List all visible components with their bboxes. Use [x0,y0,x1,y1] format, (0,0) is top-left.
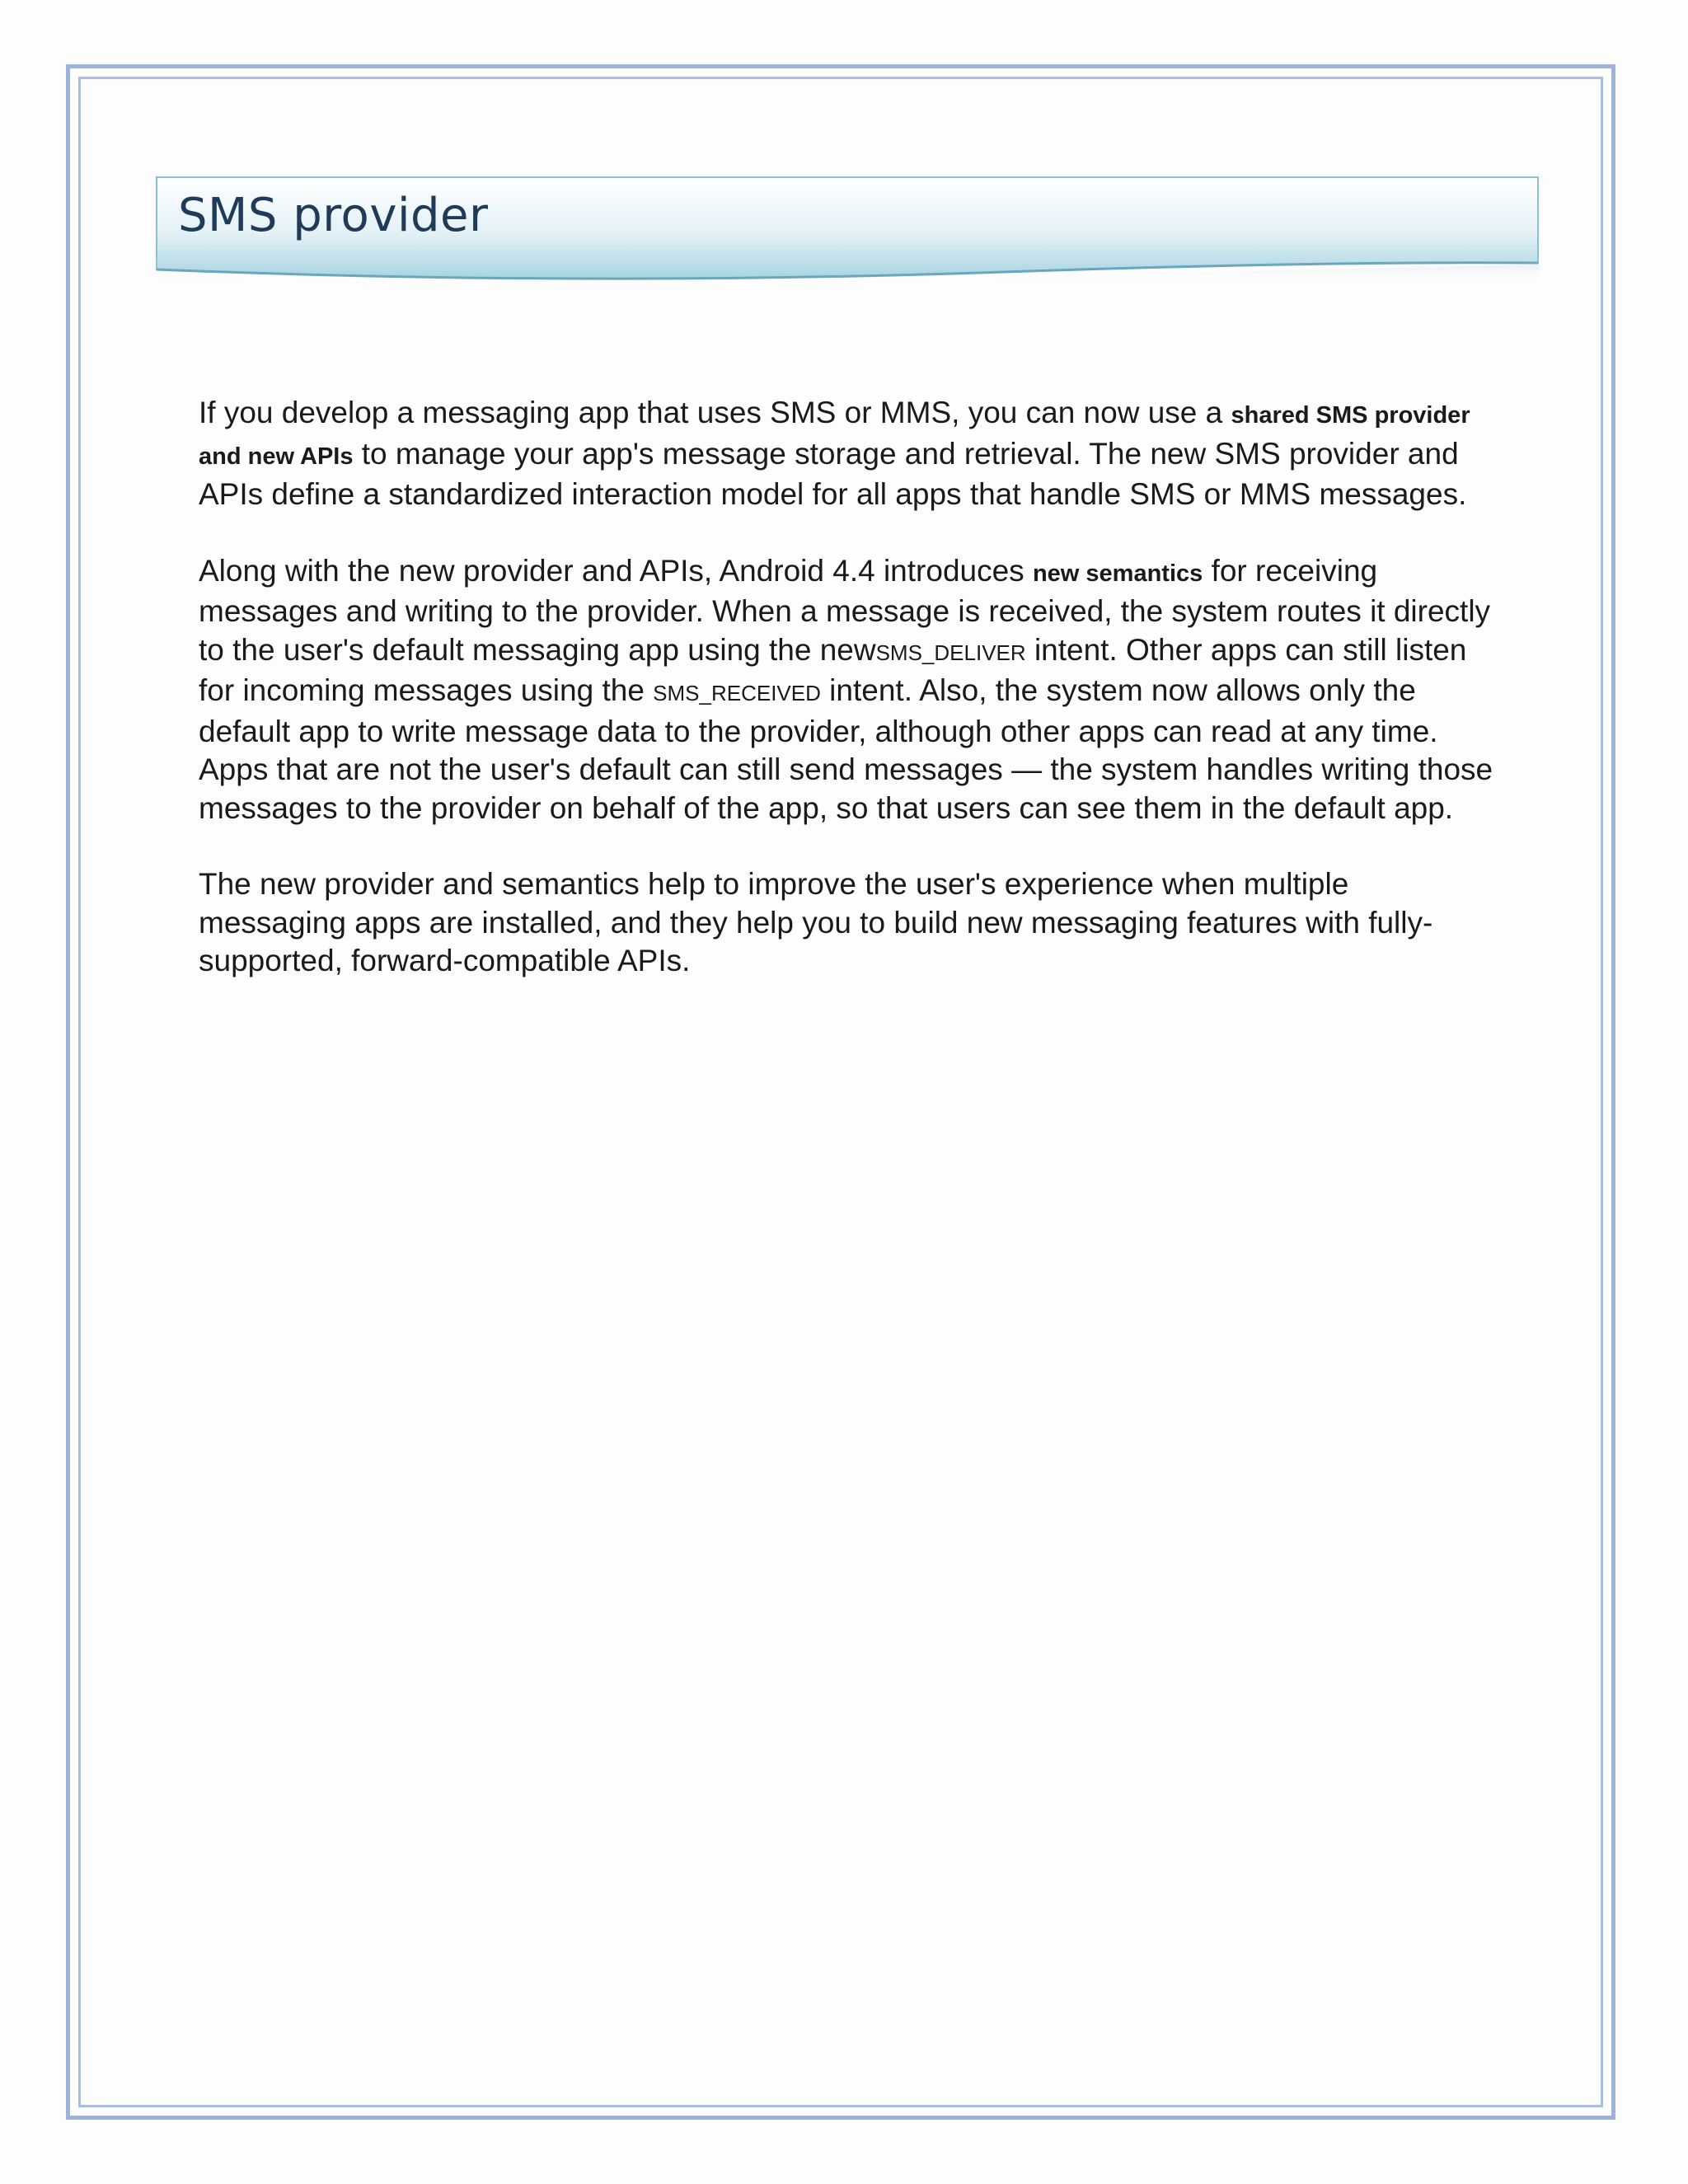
paragraph-1-emphasis: shared SMS provider and new APIs [199,402,1470,470]
paragraph-2-text-a: Along with the new provider and APIs, Android 4.4 introduces [199,553,1033,588]
paragraph-3 [199,865,1501,981]
sms-deliver-code: SMS_DELIVER [875,640,1026,665]
body-content [199,394,1501,1019]
paragraph-2-text-g: intent. Also, the system now allows only the default app to write message data to the provider, although other apps can read at any time. Apps that are not the user's default can still send messages — the system handles writing those messages to the provider on behalf of the app, so that users can see them in the default app. [199,673,1493,825]
page-title: SMS provider [178,189,489,242]
page-border-inner [78,77,1603,2107]
paragraph-2-text-c: for receiving messages and writing to the provider. When a message is received, the system routes it directly to the user's default messaging app using the new [199,553,1491,667]
paragraph-2-emphasis: new semantics [1032,560,1203,587]
paragraph-2-text-e: intent. Other apps can still listen for incoming messages using the [199,632,1467,707]
paragraph-1-text-a: If you develop a messaging app that uses SMS or MMS, you can now use a [199,396,1231,429]
paragraph-1 [199,394,1501,514]
paragraph-1-text-c: to manage your app's message storage and retrieval. The new SMS provider and APIs define a standardized interaction model for all apps that handle SMS or MMS messages. [199,436,1467,511]
paragraph-3-text: The new provider and semantics help to improve the user's experience when multiple messaging apps are installed, and they help you to build new messaging features with fully-supported, forward-compatible APIs. [199,867,1433,977]
sms-received-code: SMS_RECEIVED [653,681,821,705]
paragraph-2 [199,552,1501,828]
heading-banner [155,176,1541,281]
